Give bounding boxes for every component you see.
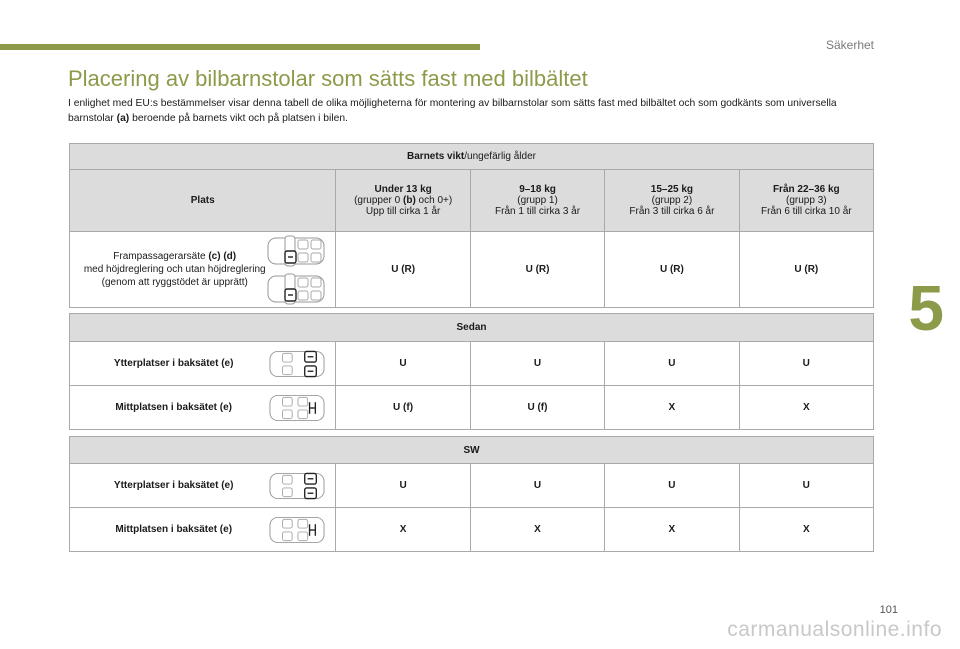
intro-ref: (a) (116, 113, 130, 124)
table-row-label (70, 464, 336, 508)
section-label: Säkerhet (825, 38, 874, 52)
sw-table (69, 436, 874, 552)
value-cell: X (470, 508, 604, 552)
weight-group-header: Barnets vikt/ungefärlig ålder (70, 144, 874, 170)
header-accent-bar (0, 44, 480, 50)
car-front-seat-icon (267, 272, 325, 306)
value-cell: X (739, 508, 873, 552)
value-cell: U (336, 342, 470, 386)
value-cell: X (605, 508, 739, 552)
car-rear-outer-seat-icon (269, 468, 325, 504)
front-seat-label-cell (70, 232, 336, 308)
row-label: Ytterplatser i baksätet (e) (113, 480, 234, 491)
table-row-label (70, 342, 336, 386)
weight-table (69, 143, 874, 308)
column-header-group2: 15–25 kg (grupp 2) Från 3 till cirka 6 år (605, 170, 739, 232)
table-row-label (70, 508, 336, 552)
column-header-group3: Från 22–36 kg (grupp 3) Från 6 till cirka 10 år (739, 170, 873, 232)
front-seat-label: Frampassagerarsäte (c) (d) med höjdreglering och utan höjdreglering (genom att ryggstödet är upprätt) (83, 251, 266, 288)
car-front-seat-icon (267, 234, 325, 268)
sedan-table (69, 313, 874, 430)
value-cell: U (605, 342, 739, 386)
value-cell: U (739, 342, 873, 386)
sw-header: SW (70, 437, 874, 464)
value-cell: X (739, 386, 873, 430)
column-header-group1: 9–18 kg (grupp 1) Från 1 till cirka 3 år (470, 170, 604, 232)
row-label: Ytterplatser i baksätet (e) (113, 358, 234, 369)
value-cell: U (f) (336, 386, 470, 430)
row-label: Mittplatsen i baksätet (e) (115, 524, 233, 535)
watermark: carmanualsonline.info (727, 618, 942, 641)
intro-text: I enlighet med EU:s bestämmelser visar denna tabell de olika möjligheterna för montering av bilbarnstolar som sätts fast med bilbältet och som godkänts som universella barnstolar (68, 98, 837, 124)
row-label: Mittplatsen i baksätet (e) (115, 402, 233, 413)
value-cell: U (f) (470, 386, 604, 430)
page-title: Placering av bilbarnstolar som sätts fast med bilbältet (68, 66, 588, 91)
value-cell: U (R) (336, 232, 470, 308)
place-header: Plats (70, 170, 336, 232)
table-row-label (70, 386, 336, 430)
value-cell: U (336, 464, 470, 508)
value-cell: U (R) (739, 232, 873, 308)
value-cell: U (R) (470, 232, 604, 308)
value-cell: X (336, 508, 470, 552)
chapter-number: 5 (908, 272, 944, 344)
car-rear-middle-seat-icon (269, 512, 325, 548)
sedan-header: Sedan (70, 314, 874, 342)
page-number: 101 (879, 604, 898, 616)
value-cell: U (739, 464, 873, 508)
car-rear-outer-seat-icon (269, 346, 325, 382)
column-header-group0: Under 13 kg (grupper 0 (b) och 0+) Upp till cirka 1 år (336, 170, 470, 232)
value-cell: U (605, 464, 739, 508)
intro-text-end: beroende på barnets vikt och på platsen i bilen. (129, 113, 348, 124)
intro-paragraph (68, 96, 868, 126)
value-cell: U (470, 342, 604, 386)
value-cell: U (R) (605, 232, 739, 308)
value-cell: X (605, 386, 739, 430)
value-cell: U (470, 464, 604, 508)
car-rear-middle-seat-icon (269, 390, 325, 426)
